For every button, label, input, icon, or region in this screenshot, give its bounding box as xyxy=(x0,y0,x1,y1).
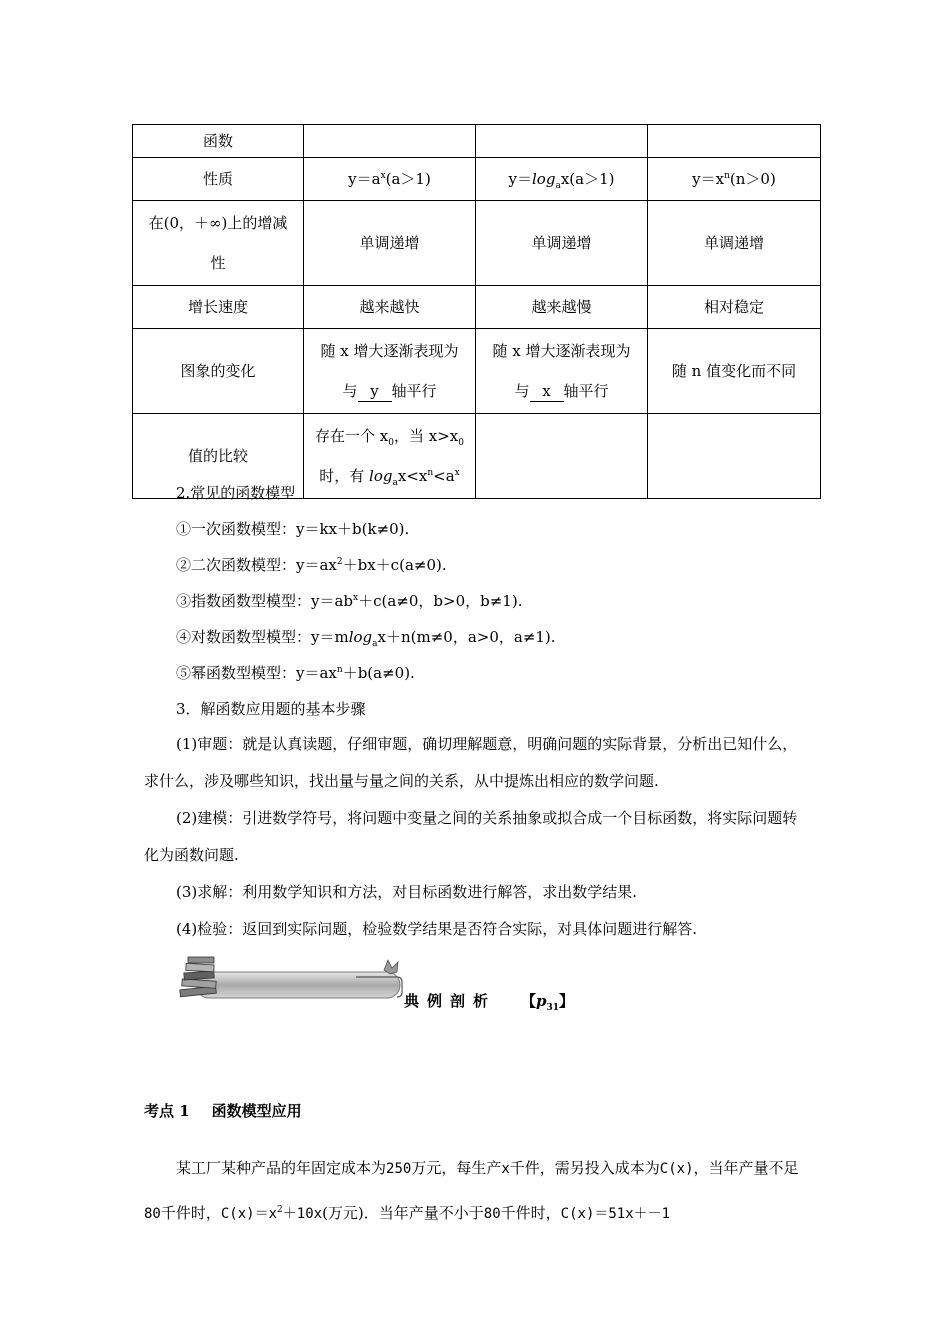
table-cell xyxy=(476,414,648,499)
text: ，当 x>x xyxy=(393,427,459,445)
table-row xyxy=(133,286,821,329)
text: y＝a xyxy=(348,170,381,188)
formula: C(x) xyxy=(659,1161,694,1177)
text: 性 xyxy=(210,254,226,272)
text: 千件，需另投入成本为 xyxy=(509,1159,660,1177)
text: (万元)．当年产量不小于 xyxy=(322,1204,484,1222)
text-line xyxy=(310,371,469,411)
topic-heading xyxy=(144,1100,302,1121)
text: y＝ xyxy=(508,170,532,188)
text-line xyxy=(310,456,469,496)
table-cell: 越来越慢 xyxy=(476,286,648,329)
table-cell: 单调递增 xyxy=(304,201,476,286)
text: ＋c(a≠0，b>0，b≠1). xyxy=(358,592,523,610)
table-cell xyxy=(133,201,304,286)
text: x＋n(m≠0，a>0，a≠1). xyxy=(377,628,556,646)
subscript: a xyxy=(392,478,398,488)
table-cell xyxy=(476,125,648,158)
table-cell: 图象的变化 xyxy=(133,329,304,414)
subscript: a xyxy=(555,181,561,191)
text: y＝x xyxy=(692,170,725,188)
text: 】 xyxy=(559,992,575,1010)
topic-title: 函数模型应用 xyxy=(211,1102,302,1120)
banner-title: 典例剖析 xyxy=(404,992,497,1010)
variable: x xyxy=(501,1161,510,1177)
step-paragraph: (4)检验：返回到实际问题，检验数学结果是否符合实际，对具体问题进行解答. xyxy=(176,920,698,938)
superscript: 2 xyxy=(336,557,343,567)
text: 随 x 增大逐渐表现为 xyxy=(320,342,459,360)
topic-label: 考点 1 xyxy=(144,1102,190,1120)
text: ，当年产量不足 xyxy=(693,1159,799,1177)
text: ④对数函数型模型：y＝m xyxy=(176,628,349,646)
page-reference xyxy=(521,990,574,1011)
text: ＋bx＋c(a≠0). xyxy=(342,556,447,574)
table-cell: 单调递增 xyxy=(476,201,648,286)
model-line xyxy=(176,554,447,575)
text-line xyxy=(482,371,641,411)
table-row xyxy=(133,158,821,201)
step-paragraph: (2)建模：引进数学符号，将问题中变量之间的关系抽象或拟合成一个目标函数，将实际问题转化为函数问题. xyxy=(144,809,798,864)
table-cell: 相对稳定 xyxy=(648,286,821,329)
table-cell xyxy=(304,329,476,414)
step-paragraph: (3)求解：利用数学知识和方法，对目标函数进行解答，求出数学结果. xyxy=(176,883,638,901)
model-line xyxy=(176,590,522,611)
text: 轴平行 xyxy=(391,382,437,400)
superscript: x xyxy=(380,171,386,181)
blank-answer: x xyxy=(530,381,564,402)
table-cell: 函数 xyxy=(133,125,304,158)
text: <a xyxy=(433,467,455,485)
text: 千件时， xyxy=(500,1204,561,1222)
superscript: n xyxy=(427,468,434,478)
number: 80 xyxy=(144,1206,161,1222)
table-cell xyxy=(304,125,476,158)
text: 随 x 增大逐渐表现为 xyxy=(492,342,631,360)
text: ＋b(a≠0). xyxy=(342,664,415,682)
function-properties-table xyxy=(132,124,821,499)
text-line xyxy=(310,416,469,456)
subscript: 0 xyxy=(388,438,394,448)
books-banner-graphic xyxy=(176,950,576,1010)
model-line xyxy=(176,626,556,647)
step-paragraph: (1)审题：就是认真读题，仔细审题，确切理解题意，明确问题的实际背景，分析出已知什么，求什么，涉及哪些知识，找出量与量之间的关系，从中提炼出相应的数学问题. xyxy=(144,735,798,790)
text: x(a＞1) xyxy=(560,170,615,188)
table-cell xyxy=(304,158,476,201)
blank-answer: y xyxy=(358,381,392,402)
superscript: x xyxy=(353,593,359,603)
text: p xyxy=(536,992,547,1010)
formula: ＋10x xyxy=(282,1206,323,1222)
superscript: x xyxy=(454,468,460,478)
section-title: 2.常见的函数模型 xyxy=(176,484,296,502)
text: 【 xyxy=(521,992,537,1010)
text: 在(0，＋∞)上的增减 xyxy=(148,214,288,232)
text: ③指数函数型模型：y＝ab xyxy=(176,592,354,610)
formula: C(x)＝x xyxy=(220,1206,278,1222)
text: 轴平行 xyxy=(563,382,609,400)
number: 250 xyxy=(386,1161,412,1177)
table-cell xyxy=(476,158,648,201)
books-icon xyxy=(180,957,217,997)
table-cell xyxy=(476,329,648,414)
table-cell: 单调递增 xyxy=(648,201,821,286)
text: x<x xyxy=(397,467,428,485)
log-text: log xyxy=(369,467,393,485)
text: ⑤幂函数型模型：y＝ax xyxy=(176,664,337,682)
table-cell xyxy=(304,414,476,499)
number: 80 xyxy=(483,1206,501,1222)
table-cell: 增长速度 xyxy=(133,286,304,329)
subscript: 31 xyxy=(546,1003,560,1013)
table-row xyxy=(133,329,821,414)
subscript: a xyxy=(372,639,378,649)
text: 时，有 xyxy=(319,467,370,485)
model-line: ①一次函数模型：y＝kx＋b(k≠0). xyxy=(176,520,410,538)
table-cell xyxy=(648,158,821,201)
table-cell: 随 n 值变化而不同 xyxy=(648,329,821,414)
text: ②二次函数模型：y＝ax xyxy=(176,556,337,574)
text: 某工厂某种产品的年固定成本为 xyxy=(176,1159,387,1177)
superscript: n xyxy=(336,665,343,675)
subscript: 0 xyxy=(458,438,464,448)
table-cell: 越来越快 xyxy=(304,286,476,329)
text: 千件时， xyxy=(160,1204,221,1222)
log-text: log xyxy=(532,170,556,188)
text: 存在一个 x xyxy=(315,427,389,445)
table-cell: 性质 xyxy=(133,158,304,201)
superscript: 2 xyxy=(277,1205,283,1215)
text: (a＞1) xyxy=(385,170,431,188)
text: 万元，每生产 xyxy=(411,1159,502,1177)
table-cell: 值的比较 xyxy=(133,414,304,499)
superscript: n xyxy=(724,171,730,181)
text: (n＞0) xyxy=(729,170,776,188)
log-text: log xyxy=(348,628,373,646)
table-cell xyxy=(648,125,821,158)
formula: C(x)＝51x＋－1 xyxy=(560,1206,671,1222)
section-title: 3．解函数应用题的基本步骤 xyxy=(176,700,366,718)
table-cell xyxy=(648,414,821,499)
problem-paragraph xyxy=(144,1146,808,1236)
model-line xyxy=(176,662,415,683)
text: 与 xyxy=(514,382,530,400)
table-row xyxy=(133,125,821,158)
text: 与 xyxy=(342,382,358,400)
table-row xyxy=(133,201,821,286)
